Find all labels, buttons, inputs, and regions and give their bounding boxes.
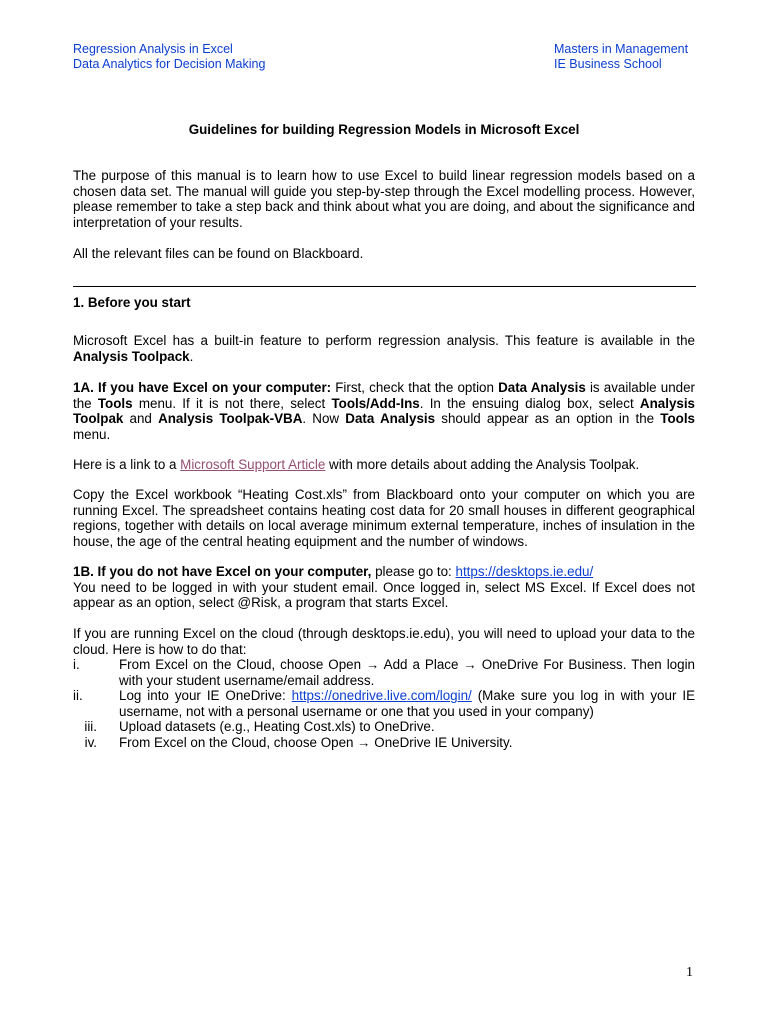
desktops-link[interactable]: https://desktops.ie.edu/ <box>455 564 594 579</box>
cloud-paragraph: If you are running Excel on the cloud (through desktops.ie.edu), you will need to upload your data to the cloud. Here is how to do that: <box>73 626 695 657</box>
section-1a-lead: 1A. If you have Excel on your computer: <box>73 380 332 395</box>
list-item-number: iv. <box>84 734 97 750</box>
list-item-number: ii. <box>73 688 83 703</box>
s1a-t1: First, check that the option <box>331 380 499 395</box>
s1a-t3: menu. If it is not there, select <box>132 395 332 411</box>
s1a-b3: Tools/Add-Ins <box>331 395 420 411</box>
s1a-b1: Data Analysis <box>498 380 586 395</box>
list-item-text: Upload datasets (e.g., Heating Cost.xls) to OneDrive. <box>119 719 435 734</box>
section-divider <box>73 286 696 287</box>
list-item-text-before: Log into your IE OneDrive: <box>119 688 292 703</box>
s1a-t4: . In the ensuing dialog box, select <box>419 395 640 411</box>
header-course-title: Regression Analysis in Excel <box>73 42 233 56</box>
section-heading-wrap <box>73 295 695 311</box>
toolpack-paragraph <box>73 333 695 364</box>
s1a-t2: is available under the <box>73 380 695 411</box>
list-item-number: i. <box>73 657 80 672</box>
s1b-t1: please go to: <box>371 564 456 579</box>
section-1b-paragraph <box>73 564 695 611</box>
microsoft-support-link[interactable]: Microsoft Support Article <box>180 457 326 472</box>
s1a-b7: Tools <box>660 411 696 426</box>
s1a-t5: and <box>123 411 159 426</box>
blackboard-note: All the relevant files can be found on Blackboard. <box>73 246 364 261</box>
list-item <box>73 719 695 735</box>
list-item-text: From Excel on the Cloud, choose Open → Add a Place → OneDrive For Business. Then login with your student username/email address. <box>119 657 695 688</box>
header-program: Masters in Management <box>554 42 689 56</box>
page-number: 1 <box>686 965 693 980</box>
section-heading: 1. Before you start <box>73 295 191 310</box>
s1a-b2: Tools <box>97 395 133 411</box>
s1a-b6: Data Analysis <box>345 411 436 426</box>
document-title: Guidelines for building Regression Models in Microsoft Excel <box>188 122 580 137</box>
support-link-before: Here is a link to a <box>73 457 181 472</box>
s1a-t8: menu. <box>73 426 111 442</box>
s1a-b4: Analysis Toolpak <box>73 395 696 426</box>
s1a-b5: Analysis Toolpak-VBA <box>158 411 303 426</box>
list-item-number: iii. <box>84 719 97 734</box>
support-link-paragraph <box>73 457 695 473</box>
intro-paragraph: The purpose of this manual is to learn how to use Excel to build linear regression models based on a chosen data set. The manual will guide you step-by-step through the Excel modelling process. However, please remember to take a step back and think about what you are doing, and about the significance and interpretation of your results. <box>73 168 695 230</box>
list-item-text: From Excel on the Cloud, choose Open → OneDrive IE University. <box>119 734 513 750</box>
header-school: IE Business School <box>554 57 662 71</box>
toolpack-bold: Analysis Toolpack <box>73 348 190 364</box>
list-item-text-after: (Make sure you log in with your IE username, not with a personal username or one that you used in your company) <box>119 688 695 719</box>
section-1b-lead: 1B. If you do not have Excel on your computer, <box>73 564 372 579</box>
header-course-subtitle: Data Analytics for Decision Making <box>73 57 266 71</box>
s1a-t6: . Now <box>302 411 346 426</box>
list-item <box>73 688 695 719</box>
toolpack-text: Microsoft Excel has a built-in feature to perform regression analysis. This feature is available in the <box>73 333 695 348</box>
list-item <box>73 735 695 751</box>
support-link-after: with more details about adding the Analysis Toolpak. <box>325 457 640 472</box>
section-1b-line2: You need to be logged in with your student email. Once logged in, select MS Excel. If Excel does not appear as an option, select @Risk, a program that starts Excel. <box>73 579 695 610</box>
section-1b-line1 <box>73 564 695 580</box>
list-item <box>73 657 695 688</box>
copy-workbook-paragraph: Copy the Excel workbook “Heating Cost.xls” from Blackboard onto your computer on which you are running Excel. The spreadsheet contains heating cost data for 20 small houses in different geographical regions, together with details on local average minimum external temperature, inches of insulation in the house, the age of the central heating equipment and the number of windows. <box>73 487 695 549</box>
toolpack-end: . <box>189 348 194 364</box>
cloud-steps-list <box>73 657 695 750</box>
s1a-t7: should appear as an option in the <box>435 411 661 426</box>
header-right <box>554 42 688 72</box>
onedrive-login-link[interactable]: https://onedrive.live.com/login/ <box>291 688 472 703</box>
header-left <box>73 42 265 72</box>
section-1a-paragraph <box>73 380 695 442</box>
